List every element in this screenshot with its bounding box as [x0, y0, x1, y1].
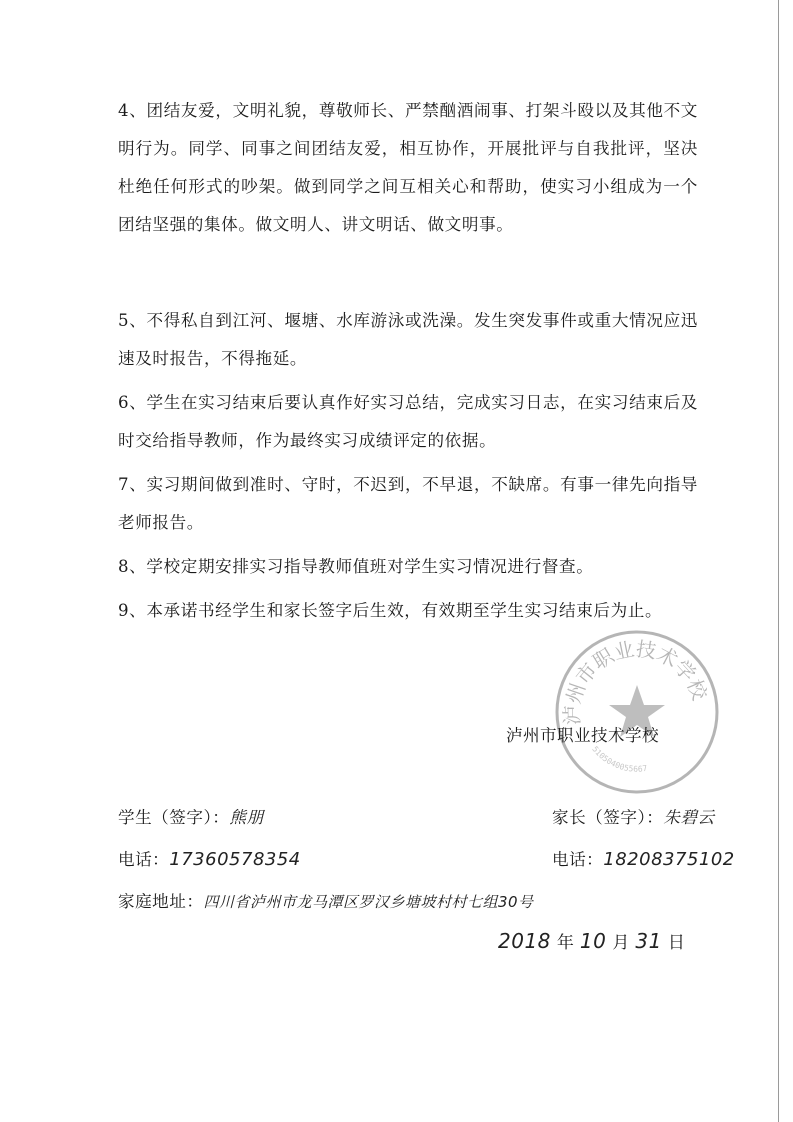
date-day-unit: 日	[667, 933, 685, 953]
student-signature-row	[118, 804, 264, 828]
student-signature-label: 学生（签字）：	[118, 808, 230, 827]
seal-code	[590, 745, 648, 774]
clause-number: 7、	[118, 475, 147, 494]
scan-edge-line	[778, 0, 779, 1122]
date-month: 10	[579, 929, 607, 953]
parent-signature: 朱碧云	[663, 808, 715, 827]
clause-8	[118, 548, 698, 586]
clause-text: 本承诺书经学生和家长签字后生效，有效期至学生实习结束后为止。	[146, 601, 663, 620]
student-phone-row	[118, 846, 301, 870]
student-phone-label: 电话：	[118, 850, 170, 869]
student-signature: 熊朋	[229, 808, 264, 827]
address-row	[118, 888, 534, 912]
clause-number: 8、	[118, 557, 147, 576]
clause-text: 不得私自到江河、堰塘、水库游泳或洗澡。发生突发事件或重大情况应迅速及时报告，不得拖延。	[118, 311, 699, 368]
student-phone: 17360578354	[169, 849, 301, 870]
parent-phone-label: 电话：	[552, 850, 604, 869]
clause-number: 4、	[118, 101, 147, 120]
date-month-unit: 月	[612, 933, 630, 953]
clause-6	[118, 384, 698, 460]
clause-7	[118, 466, 698, 542]
school-name: 泸州市职业技术学校	[506, 726, 659, 745]
clause-9	[118, 592, 698, 630]
clause-5	[118, 302, 698, 378]
seal-code-path: 5105040055667	[590, 744, 648, 774]
parent-signature-row	[552, 804, 715, 828]
clause-text: 学生在实习结束后要认真作好实习总结，完成实习日志，在实习结束后及时交给指导教师，作为最终实习成绩评定的依据。	[118, 393, 699, 450]
date-row	[498, 928, 691, 953]
seal-text-path: 泸州市职业技术学校	[559, 636, 713, 726]
date-year: 2018	[498, 929, 551, 953]
clause-number: 9、	[118, 601, 147, 620]
clause-text: 实习期间做到准时、守时，不迟到，不早退，不缺席。有事一律先向指导老师报告。	[118, 475, 699, 532]
parent-phone-row	[552, 846, 735, 870]
address-value: 四川省泸州市龙马潭区罗汉乡塘坡村村七组30号	[203, 893, 534, 911]
date-year-unit: 年	[556, 933, 574, 953]
parent-signature-label: 家长（签字）：	[552, 808, 664, 827]
parent-phone: 18208375102	[603, 849, 735, 870]
clause-number: 5、	[118, 311, 147, 330]
date-day: 31	[635, 929, 662, 953]
school-seal-stamp	[552, 627, 722, 797]
clause-text: 学校定期安排实习指导教师值班对学生实习情况进行督查。	[146, 557, 594, 576]
clause-4	[118, 92, 698, 244]
clause-text: 团结友爱，文明礼貌，尊敬师长、严禁酗酒闹事、打架斗殴以及其他不文明行为。同学、同事之间团结友爱，相互协作，开展批评与自我批评，坚决杜绝任何形式的吵架。做到同学之间互相关心和帮助，使实习小组成为一个团结坚强的集体。做文明人、讲文明话、做文明事。	[118, 101, 699, 234]
clause-number: 6、	[118, 393, 147, 412]
address-label: 家庭地址：	[118, 892, 204, 911]
